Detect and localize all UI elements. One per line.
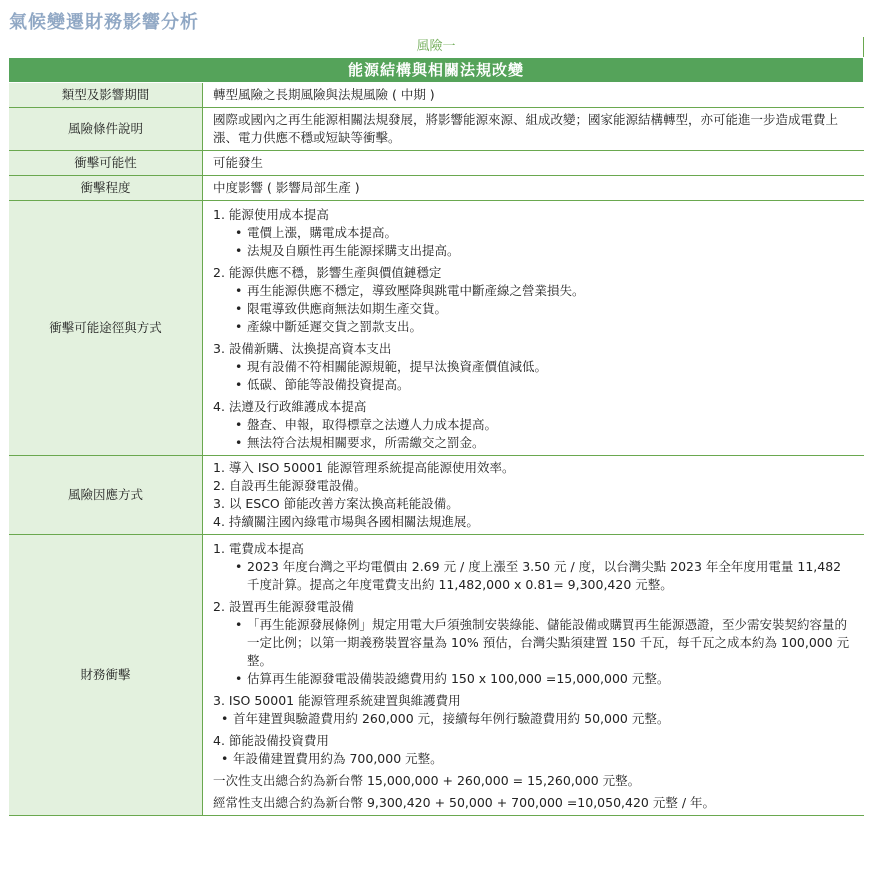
risk-title: 能源結構與相關法規改變 xyxy=(9,58,863,82)
row-value: 可能發生 xyxy=(203,151,865,176)
bullet-list xyxy=(213,358,854,394)
list-heading: 4. 法遵及行政維護成本提高 xyxy=(213,399,367,414)
bullet-list xyxy=(213,750,854,768)
row-value xyxy=(203,456,865,535)
list-heading: 3. 設備新購、汰換提高資本支出 xyxy=(213,341,392,356)
table-row xyxy=(9,456,864,535)
list-item: 1. 導入 ISO 50001 能源管理系統提高能源使用效率。 xyxy=(213,460,515,475)
list-item: • 法規及自願性再生能源採購支出提高。 xyxy=(235,242,854,260)
table-row xyxy=(9,201,864,456)
risk-table xyxy=(9,83,864,816)
list-item: • 「再生能源發展條例」規定用電大戶須強制安裝綠能、儲能設備或購買再生能源憑證，至少需安裝契約容量的一定比例；以第一期義務裝置容量為 10% 預估，台灣尖點須建置 150 千瓦，每千瓦之成本約為 100,000 元整。 xyxy=(235,616,854,670)
risk-label: 風險一 xyxy=(9,37,864,57)
list-heading: 4. 節能設備投資費用 xyxy=(213,733,329,748)
list-item: 3. 以 ESCO 節能改善方案汰換高耗能設備。 xyxy=(213,496,459,511)
summary-line: 一次性支出總合約為新台幣 15,000,000 + 260,000 = 15,260,000 元整。 xyxy=(213,773,641,788)
row-label: 衝擊程度 xyxy=(9,176,203,201)
list-heading: 2. 設置再生能源發電設備 xyxy=(213,599,354,614)
row-value: 中度影響 ( 影響局部生產 ) xyxy=(203,176,865,201)
bullet-list xyxy=(213,416,854,452)
list-item: • 低碳、節能等設備投資提高。 xyxy=(235,376,854,394)
list-item: 2. 自設再生能源發電設備。 xyxy=(213,478,367,493)
list-item: • 限電導致供應商無法如期生產交貨。 xyxy=(235,300,854,318)
row-value xyxy=(203,201,865,456)
row-label: 風險因應方式 xyxy=(9,456,203,535)
row-label: 衝擊可能性 xyxy=(9,151,203,176)
list-item: • 產線中斷延遲交貨之罰款支出。 xyxy=(235,318,854,336)
list-item: • 2023 年度台灣之平均電價由 2.69 元 / 度上漲至 3.50 元 / 度，以台灣尖點 2023 年全年度用電量 11,482 千度計算。提高之年度電費支出約 11,482,000 x 0.81= 9,300,420 元整。 xyxy=(235,558,854,594)
table-row xyxy=(9,151,864,176)
table-row xyxy=(9,83,864,108)
table-row xyxy=(9,108,864,151)
table-row xyxy=(9,535,864,816)
row-value: 轉型風險之長期風險與法規風險 ( 中期 ) xyxy=(203,83,865,108)
list-item: • 再生能源供應不穩定，導致壓降與跳電中斷產線之營業損失。 xyxy=(235,282,854,300)
page-title: 氣候變遷財務影響分析 xyxy=(9,12,199,33)
row-label: 衝擊可能途徑與方式 xyxy=(9,201,203,456)
list-item: • 首年建置與驗證費用約 260,000 元，接續每年例行驗證費用約 50,000 元整。 xyxy=(221,710,854,728)
list-heading: 3. ISO 50001 能源管理系統建置與維護費用 xyxy=(213,693,461,708)
row-label: 風險條件說明 xyxy=(9,108,203,151)
row-value: 國際或國內之再生能源相關法規發展，將影響能源來源、組成改變；國家能源結構轉型，亦可能進一步造成電費上漲、電力供應不穩或短缺等衝擊。 xyxy=(203,108,865,151)
list-item: • 年設備建置費用約為 700,000 元整。 xyxy=(221,750,854,768)
row-label: 類型及影響期間 xyxy=(9,83,203,108)
list-item: • 現有設備不符相關能源規範，提早汰換資產價值減低。 xyxy=(235,358,854,376)
list-item: • 電價上漲，購電成本提高。 xyxy=(235,224,854,242)
bullet-list xyxy=(213,558,854,594)
list-item: • 盤查、申報，取得標章之法遵人力成本提高。 xyxy=(235,416,854,434)
list-heading: 1. 能源使用成本提高 xyxy=(213,207,329,222)
list-heading: 2. 能源供應不穩，影響生產與價值鏈穩定 xyxy=(213,265,442,280)
list-heading: 1. 電費成本提高 xyxy=(213,541,304,556)
list-item: 4. 持續關注國內綠電市場與各國相關法規進展。 xyxy=(213,514,479,529)
list-item: • 估算再生能源發電設備裝設總費用約 150 x 100,000 =15,000,000 元整。 xyxy=(235,670,854,688)
summary-line: 經常性支出總合約為新台幣 9,300,420 + 50,000 + 700,000 =10,050,420 元整 / 年。 xyxy=(213,795,716,810)
bullet-list xyxy=(213,616,854,688)
bullet-list xyxy=(213,710,854,728)
list-item: • 無法符合法規相關要求，所需繳交之罰金。 xyxy=(235,434,854,452)
row-value xyxy=(203,535,865,816)
row-label: 財務衝擊 xyxy=(9,535,203,816)
bullet-list xyxy=(213,224,854,260)
table-row xyxy=(9,176,864,201)
bullet-list xyxy=(213,282,854,336)
